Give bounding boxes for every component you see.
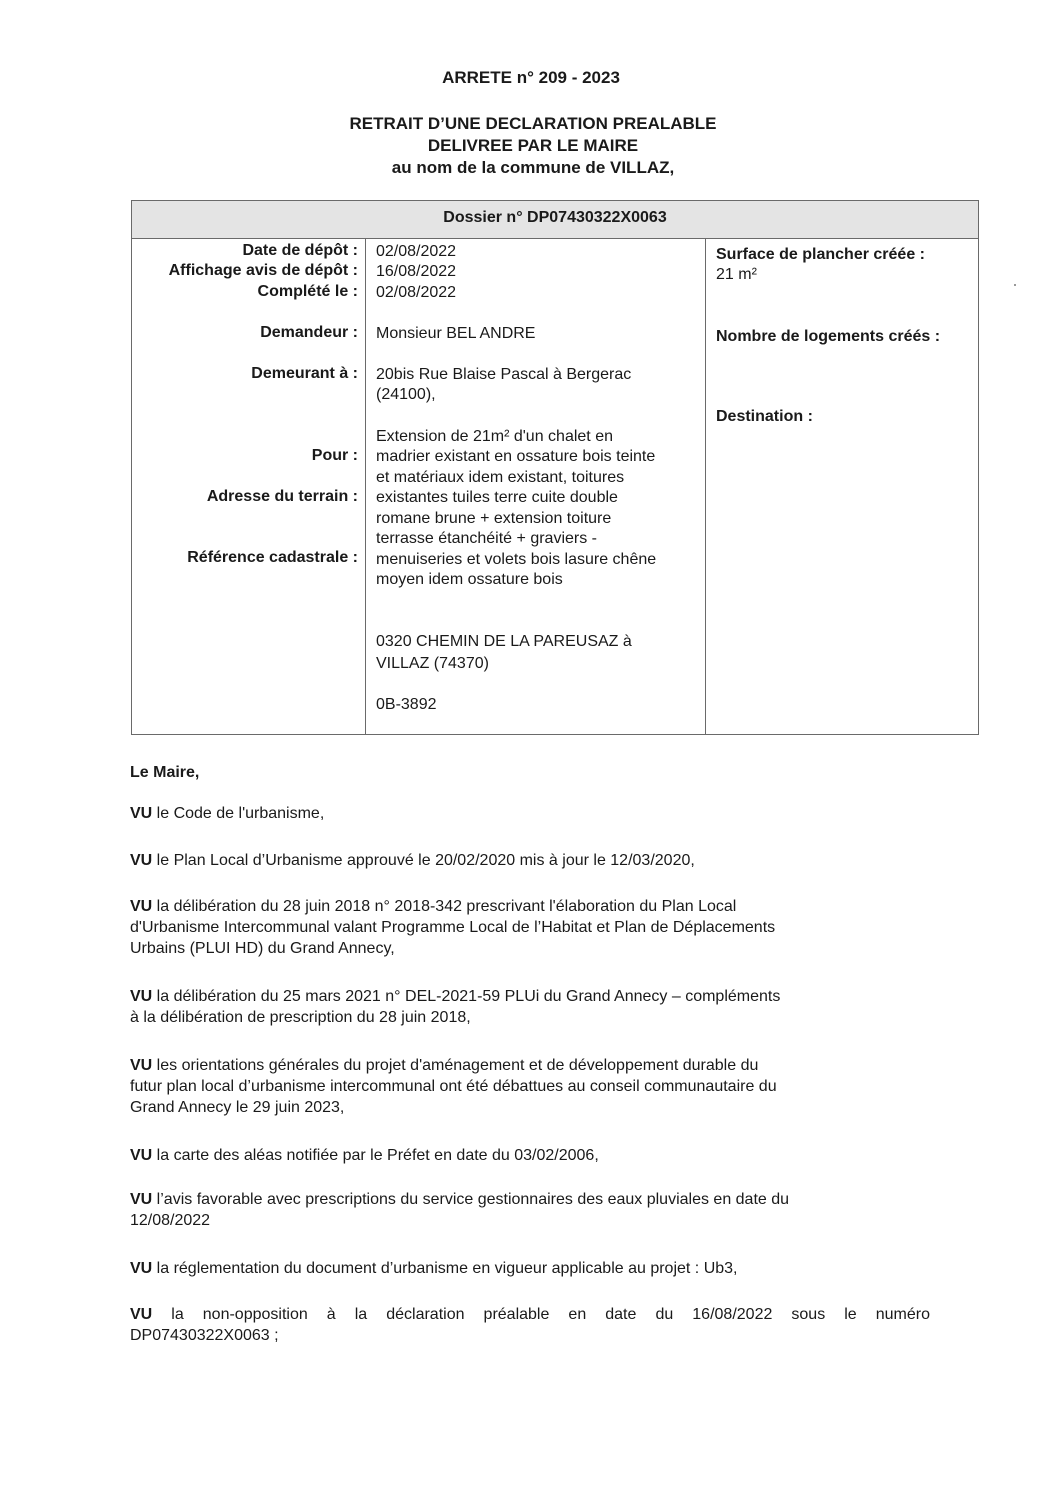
vu-item-continuation: à la délibération de prescription du 28 juin 2018,	[130, 1009, 471, 1026]
vu-item: VU le Code de l'urbanisme,	[130, 805, 325, 822]
column-divider-right	[705, 239, 706, 734]
document-title-line3: au nom de la commune de VILLAZ,	[391, 158, 675, 177]
vu-item: VU la carte des aléas notifiée par le Préfet en date du 03/02/2006,	[130, 1147, 599, 1164]
document-title-line2: DELIVREE PAR LE MAIRE	[427, 136, 639, 155]
value-date-depot: 02/08/2022	[376, 243, 457, 260]
value-complete: 02/08/2022	[376, 284, 457, 301]
dossier-title: Dossier n° DP07430322X0063	[132, 201, 978, 239]
value-pour-line: romane brune + extension toiture	[376, 510, 612, 527]
label-reference-cadastrale: Référence cadastrale :	[187, 549, 358, 566]
vu-item: VU les orientations générales du projet d'aménagement et de développement durable du	[130, 1057, 759, 1074]
vu-item: VU le Plan Local d’Urbanisme approuvé le 20/02/2020 mis à jour le 12/03/2020,	[130, 852, 695, 869]
column-divider-left	[365, 239, 366, 734]
value-pour-line: menuiseries et volets bois lasure chêne	[376, 551, 657, 568]
label-demeurant: Demeurant à :	[251, 365, 358, 382]
label-demandeur: Demandeur :	[260, 324, 358, 341]
value-pour-line: et matériaux idem existant, toitures	[376, 469, 625, 486]
vu-item: VU la non-opposition à la déclaration préalable en date du 16/08/2022 sous le numéro	[130, 1306, 930, 1323]
le-maire-heading: Le Maire,	[130, 764, 200, 781]
value-demandeur: Monsieur BEL ANDRE	[376, 325, 536, 342]
label-complete: Complété le :	[257, 283, 358, 300]
value-reference-cadastrale: 0B-3892	[376, 696, 437, 713]
value-pour-line: moyen idem ossature bois	[376, 571, 563, 588]
vu-item: VU la réglementation du document d’urbanisme en vigueur applicable au projet : Ub3,	[130, 1260, 738, 1277]
dossier-table	[131, 200, 979, 735]
vu-item-continuation: 12/08/2022	[130, 1212, 211, 1229]
vu-item: VU la délibération du 25 mars 2021 n° DEL-2021-59 PLUi du Grand Annecy – compléments	[130, 988, 781, 1005]
scan-mark	[1014, 284, 1016, 286]
value-pour-line: terrasse étanchéité + graviers -	[376, 530, 597, 547]
label-surface-plancher: Surface de plancher créée :	[716, 246, 925, 263]
vu-item-continuation: Urbains (PLUI HD) du Grand Annecy,	[130, 940, 395, 957]
vu-item-continuation: d'Urbanisme Intercommunal valant Programme Local de l’Habitat et Plan de Déplacements	[130, 919, 776, 936]
value-surface-plancher: 21 m²	[716, 266, 757, 283]
value-demeurant-line2: (24100),	[376, 386, 436, 403]
value-affichage: 16/08/2022	[376, 263, 457, 280]
label-affichage: Affichage avis de dépôt :	[168, 262, 358, 279]
document-title-line1: RETRAIT D’UNE DECLARATION PREALABLE	[349, 114, 717, 133]
value-pour-line: existantes tuiles terre cuite double	[376, 489, 618, 506]
value-pour-line: madrier existant en ossature bois teinte	[376, 448, 656, 465]
vu-item: VU l’avis favorable avec prescriptions du service gestionnaires des eaux pluviales en date du	[130, 1191, 790, 1208]
vu-item-continuation: DP07430322X0063 ;	[130, 1327, 279, 1344]
vu-item-continuation: Grand Annecy le 29 juin 2023,	[130, 1099, 345, 1116]
arrete-number: ARRETE n° 209 - 2023	[442, 68, 620, 87]
vu-item: VU la délibération du 28 juin 2018 n° 2018-342 prescrivant l'élaboration du Plan Local	[130, 898, 737, 915]
value-adresse-line1: 0320 CHEMIN DE LA PAREUSAZ à	[376, 633, 632, 650]
vu-item-continuation: futur plan local d’urbanisme intercommunal ont été débattues au conseil communautaire du	[130, 1078, 777, 1095]
label-date-depot: Date de dépôt :	[242, 242, 358, 259]
value-adresse-line2: VILLAZ (74370)	[376, 655, 489, 672]
label-pour: Pour :	[311, 447, 358, 464]
label-destination: Destination :	[716, 408, 813, 425]
label-adresse-terrain: Adresse du terrain :	[206, 488, 358, 505]
value-demeurant-line1: 20bis Rue Blaise Pascal à Bergerac	[376, 366, 632, 383]
label-nombre-logements: Nombre de logements créés :	[716, 328, 941, 345]
value-pour-line: Extension de 21m² d'un chalet en	[376, 428, 613, 445]
